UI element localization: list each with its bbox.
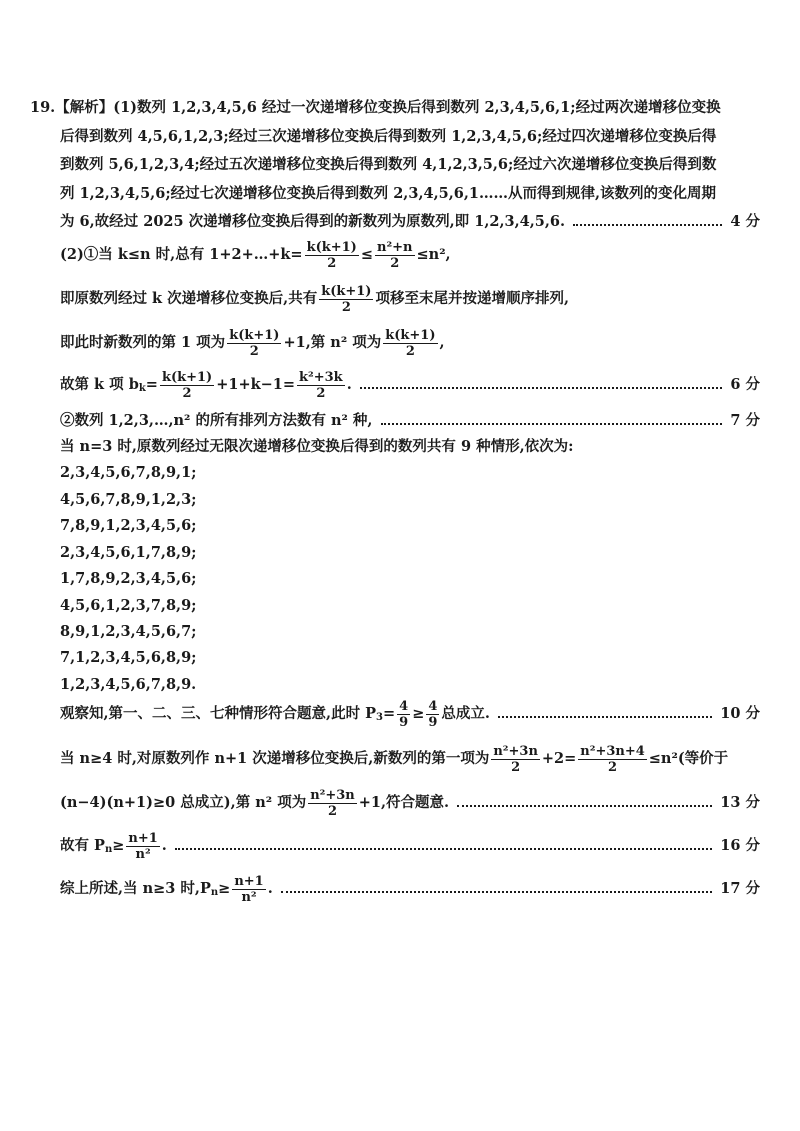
p2-line-b	[60, 280, 760, 318]
p2-d-mid: +1+k−1=	[216, 376, 296, 393]
obs-mid: ≥	[412, 705, 425, 722]
frac-den: 2	[316, 385, 326, 401]
p1-text-2: 后得到数列 4,5,6,1,2,3;经过三次递增移位变换后得到数列 1,2,3,4,5,6;经过四次递增移位变换后得	[60, 128, 717, 145]
sum-pre: 综上所述,当 n≥3 时,P	[60, 880, 211, 897]
obs-post: 总成立.	[441, 705, 490, 722]
p2-c-post: ,	[439, 334, 445, 351]
fraction	[160, 370, 214, 401]
sequence-5: 1,7,8,9,2,3,4,5,6;	[60, 570, 197, 587]
sequence-9: 1,2,3,4,5,6,7,8,9.	[60, 676, 197, 693]
subscript: k	[138, 383, 146, 394]
fraction	[232, 874, 265, 905]
fraction	[227, 328, 281, 359]
score-10: 10 分	[720, 705, 760, 722]
sequence-line	[60, 648, 760, 668]
frac-num: k(k+1)	[321, 283, 372, 299]
frac-num: 4	[428, 698, 438, 714]
leader-dots	[360, 387, 723, 389]
fraction	[426, 699, 439, 730]
frac-den: 2	[327, 803, 337, 819]
sequence-line	[60, 622, 760, 642]
frac-num: n+1	[128, 830, 158, 846]
frac-num: k(k+1)	[161, 369, 213, 385]
frac-den: 2	[390, 255, 400, 271]
score-7: 7 分	[730, 412, 760, 429]
gu-pre: 故有 P	[60, 837, 105, 854]
frac-num: k(k+1)	[229, 327, 280, 343]
frac-den: 2	[608, 759, 618, 775]
n4-pre: 当 n≥4 时,对原数列作 n+1 次递增移位变换后,新数列的第一项为	[60, 750, 490, 767]
sequence-line	[60, 543, 760, 563]
fraction	[319, 284, 373, 315]
p1-line-4	[60, 184, 760, 204]
summary-line	[60, 870, 760, 908]
frac-den: 2	[182, 385, 192, 401]
p2-a-pre: (2)①当 k≤n 时,总有 1+2+…+k=	[60, 246, 303, 263]
sum-post: .	[267, 880, 273, 897]
p2-a-post: ≤n²,	[416, 246, 451, 263]
p1-line-2	[60, 127, 760, 147]
sequence-6: 4,5,6,1,2,3,7,8,9;	[60, 597, 197, 614]
n4b-post: +1,符合题意.	[358, 794, 450, 811]
p2-a-mid: ≤	[360, 246, 373, 263]
score-17: 17 分	[720, 880, 760, 897]
p1-text-4: 列 1,2,3,4,5,6;经过七次递增移位变换后得到数列 2,3,4,5,6,1……从而得到规律,该数列的变化周期	[60, 185, 717, 202]
n4-mid: +2=	[541, 750, 577, 767]
frac-num: k(k+1)	[385, 327, 436, 343]
frac-den: 9	[399, 714, 409, 730]
frac-num: n²+3n	[310, 787, 355, 803]
p2-f-text: 当 n=3 时,原数列经过无限次递增移位变换后得到的数列共有 9 种情形,依次为:	[60, 438, 574, 455]
frac-den: n²	[135, 846, 151, 862]
fraction	[383, 328, 437, 359]
sequence-8: 7,1,2,3,4,5,6,8,9;	[60, 649, 197, 666]
frac-den: 2	[341, 299, 351, 315]
p1-text-5: 为 6,故经过 2025 次递增移位变换后得到的新数列为原数列,即 1,2,3,4,5,6.	[60, 213, 566, 230]
p1-line-1	[30, 98, 760, 118]
frac-num: n²+n	[377, 239, 413, 255]
frac-den: 2	[249, 343, 259, 359]
sum-mid: ≥	[218, 880, 231, 897]
sequence-7: 8,9,1,2,3,4,5,6,7;	[60, 623, 197, 640]
p1-line-3	[60, 155, 760, 175]
sequence-1: 2,3,4,5,6,7,8,9,1;	[60, 464, 197, 481]
frac-den: 2	[405, 343, 415, 359]
sequence-line	[60, 675, 760, 695]
sequence-line	[60, 463, 760, 483]
sequence-line	[60, 569, 760, 589]
gu-mid: ≥	[112, 837, 125, 854]
score-13: 13 分	[720, 794, 760, 811]
leader-dots	[281, 891, 712, 893]
p2-c-pre: 即此时新数列的第 1 项为	[60, 334, 226, 351]
n4-line	[60, 740, 760, 778]
p2-line-a	[60, 236, 760, 274]
leader-dots	[573, 224, 722, 226]
fraction	[297, 370, 345, 401]
score-16: 16 分	[720, 837, 760, 854]
score-4: 4 分	[730, 213, 760, 230]
subscript: n	[210, 887, 219, 898]
n4b-pre: (n−4)(n+1)≥0 总成立),第 n² 项为	[60, 794, 307, 811]
p2-line-e	[60, 411, 760, 431]
p2-line-d	[60, 366, 760, 404]
sequence-4: 2,3,4,5,6,1,7,8,9;	[60, 544, 197, 561]
frac-den: 2	[327, 255, 337, 271]
p2-line-f	[60, 437, 760, 457]
p1-line-5	[60, 212, 760, 232]
fraction	[375, 240, 415, 271]
p2-e-text: ②数列 1,2,3,…,n² 的所有排列方法数有 n² 种,	[60, 412, 373, 429]
frac-den: 9	[428, 714, 438, 730]
p2-c-mid: +1,第 n² 项为	[283, 334, 382, 351]
frac-num: n²+3n+4	[580, 743, 645, 759]
fraction	[397, 699, 410, 730]
p2-d-post: .	[346, 376, 352, 393]
sequence-3: 7,8,9,1,2,3,4,5,6;	[60, 517, 197, 534]
leader-dots	[457, 805, 712, 807]
fraction	[578, 744, 646, 775]
frac-num: n²+3n	[493, 743, 538, 759]
fraction	[308, 788, 357, 819]
obs-pre: 观察知,第一、二、三、七种情形符合题意,此时 P	[60, 705, 377, 722]
problem-number: 19.	[30, 99, 56, 116]
subscript: n	[104, 844, 113, 855]
score-6: 6 分	[730, 376, 760, 393]
p1-text-3: 到数列 5,6,1,2,3,4;经过五次递增移位变换后得到数列 4,1,2,3,5,6;经过六次递增移位变换后得到数	[60, 156, 717, 173]
fraction	[491, 744, 540, 775]
p2-b-post: 项移至末尾并按递增顺序排列,	[375, 290, 570, 307]
observation-line	[60, 695, 760, 733]
n4-post: ≤n²(等价于	[648, 750, 729, 767]
p2-d-pre: 故第 k 项 b	[60, 376, 139, 393]
leader-dots	[175, 848, 712, 850]
frac-num: k(k+1)	[306, 239, 357, 255]
leader-dots	[381, 423, 723, 425]
sequence-line	[60, 596, 760, 616]
fraction	[305, 240, 359, 271]
gu-post: .	[161, 837, 167, 854]
fraction	[126, 831, 159, 862]
frac-den: n²	[241, 889, 257, 905]
sequence-line	[60, 516, 760, 536]
gu-line	[60, 827, 760, 865]
p1-text-1: (1)数列 1,2,3,4,5,6 经过一次递增移位变换后得到数列 2,3,4,5,6,1;经过两次递增移位变换	[113, 99, 721, 116]
p2-line-c	[60, 324, 760, 362]
analysis-tag: 【解析】	[55, 99, 114, 116]
p2-d-eq: =	[145, 376, 158, 393]
obs-eq: =	[383, 705, 396, 722]
leader-dots	[498, 716, 712, 718]
sequence-line	[60, 490, 760, 510]
frac-num: k²+3k	[299, 369, 343, 385]
subscript: 3	[376, 712, 384, 723]
frac-num: n+1	[234, 873, 264, 889]
frac-den: 2	[511, 759, 521, 775]
frac-num: 4	[399, 698, 409, 714]
sequence-2: 4,5,6,7,8,9,1,2,3;	[60, 491, 197, 508]
p2-b-pre: 即原数列经过 k 次递增移位变换后,共有	[60, 290, 318, 307]
n4b-line	[60, 784, 760, 822]
